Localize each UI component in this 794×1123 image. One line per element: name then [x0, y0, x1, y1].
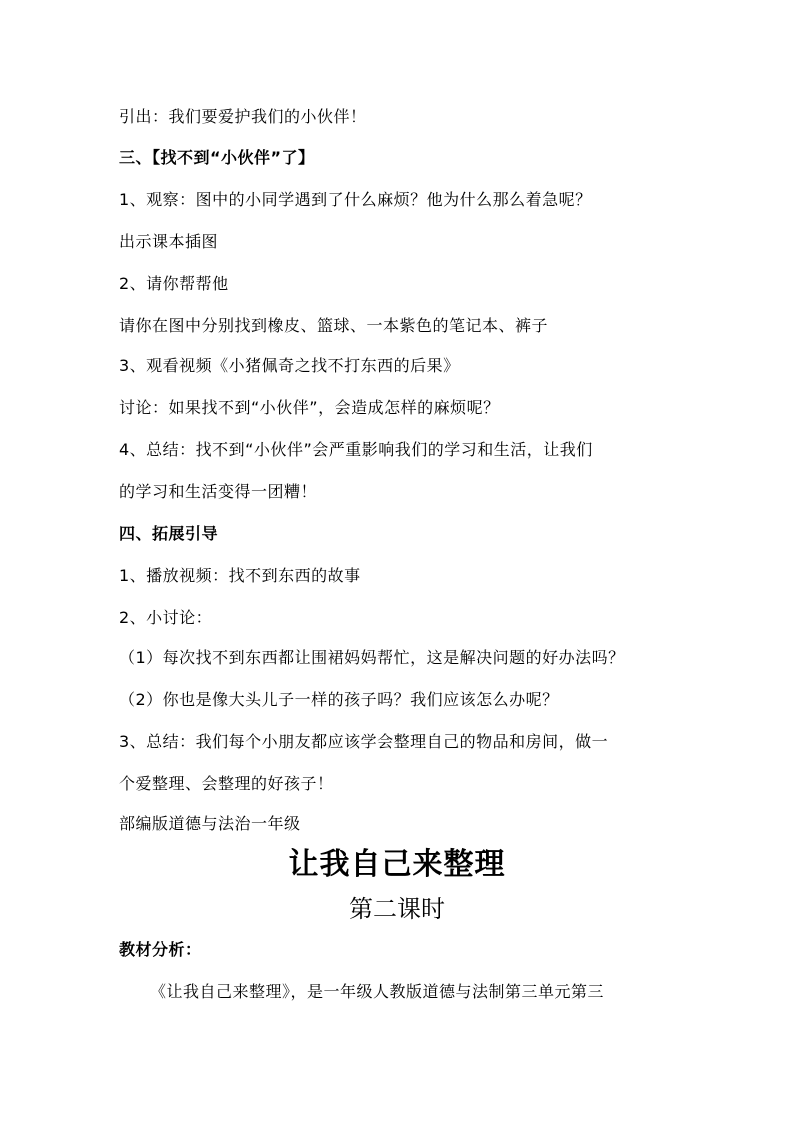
section-heading-3: 三、【找不到“小伙伴”了】	[119, 148, 315, 167]
text-line: 1、观察：图中的小同学遇到了什么麻烦？他为什么那么着急呢？	[119, 190, 592, 209]
text-line: 3、总结：我们每个小朋友都应该学会整理自己的物品和房间，做一	[119, 732, 609, 751]
section-heading-4: 四、拓展引导	[119, 524, 219, 543]
text-line: 4、总结：找不到“小伙伴”会严重影响我们的学习和生活，让我们	[119, 440, 593, 459]
text-line: 部编版道德与法治一年级	[119, 814, 301, 833]
text-line: 请你在图中分别找到橡皮、篮球、一本紫色的笔记本、裤子	[119, 316, 549, 335]
text-line: 3、观看视频《小猪佩奇之找不打东西的后果》	[119, 356, 460, 375]
text-line: 个爱整理、会整理的好孩子！	[119, 774, 334, 793]
text-line: 2、小讨论：	[119, 608, 213, 627]
page-subtitle: 第二课时	[349, 895, 445, 923]
section-heading-analysis: 教材分析：	[119, 940, 202, 959]
text-line: 讨论：如果找不到“小伙伴”，会造成怎样的麻烦呢？	[119, 398, 500, 417]
text-line: 的学习和生活变得一团糟！	[119, 482, 318, 501]
text-line: （2）你也是像大头儿子一样的孩子吗？我们应该怎么办呢？	[119, 690, 559, 709]
page-title: 让我自己来整理	[288, 847, 506, 882]
text-line: 出示课本插图	[119, 232, 219, 251]
text-line: 引出：我们要爱护我们的小伙伴！	[119, 107, 367, 126]
text-line: （1）每次找不到东西都让围裙妈妈帮忙，这是解决问题的好办法吗？	[119, 648, 625, 667]
text-line: 1、播放视频：找不到东西的故事	[119, 566, 361, 585]
text-line: 2、请你帮帮他	[119, 274, 229, 293]
paragraph-text: 《让我自己来整理》，是一年级人教版道德与法制第三单元第三	[150, 982, 605, 1001]
